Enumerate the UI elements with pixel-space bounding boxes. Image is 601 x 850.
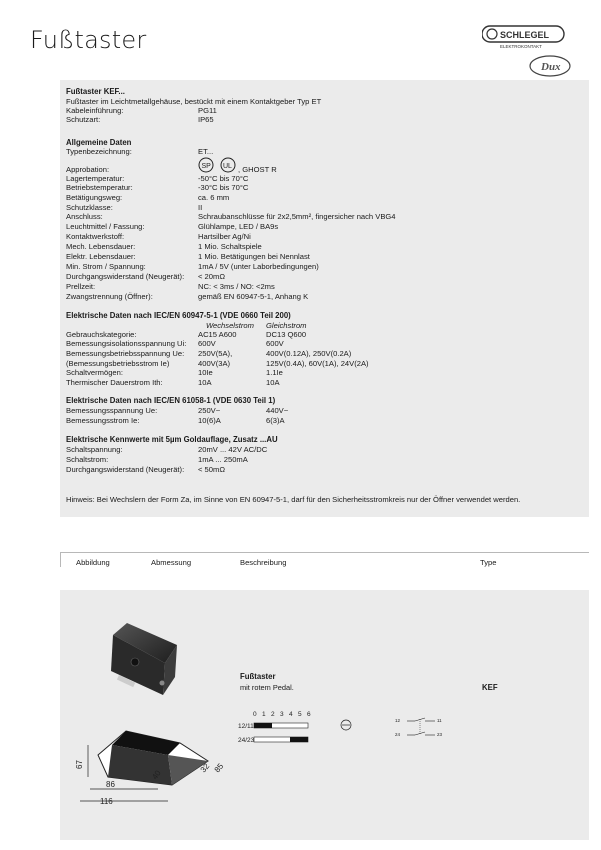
- svg-text:11: 11: [437, 718, 442, 723]
- spec-row: Durchgangswiderstand (Neugerät): < 50mΩ: [66, 465, 225, 474]
- svg-text:2: 2: [271, 711, 275, 718]
- spec-row: (Bemessungsbetriebsstrom Ie) 400V(3A) 125V(0.4A), 60V(1A), 24V(2A): [66, 359, 369, 368]
- svg-text:12: 12: [395, 718, 401, 723]
- col-abbildung: Abbildung: [76, 558, 110, 567]
- svg-text:23: 23: [437, 732, 443, 737]
- section1-intro: Fußtaster im Leichtmetallgehäuse, bestückt mit einem Kontaktgeber Typ ET: [66, 97, 322, 106]
- spec-row: Schaltspannung: 20mV ... 42V AC/DC: [66, 445, 268, 454]
- product-title: Fußtaster: [240, 672, 276, 681]
- product-type: KEF: [482, 683, 498, 692]
- svg-text:24/23: 24/23: [238, 737, 255, 744]
- svg-text:4: 4: [289, 711, 293, 718]
- col-beschreibung: Beschreibung: [240, 558, 287, 567]
- page-title: Fußtaster: [30, 26, 147, 54]
- svg-text:116: 116: [100, 797, 113, 806]
- spec-row: Mech. Lebensdauer: 1 Mio. Schaltspiele: [66, 242, 262, 251]
- approval-icons: [198, 156, 240, 176]
- section1-heading: Fußtaster KEF...: [66, 87, 125, 96]
- spec-row: Kabeleinführung: PG11: [66, 106, 217, 115]
- svg-text:ELEKTROKONTAKT: ELEKTROKONTAKT: [500, 44, 542, 49]
- spec-row: Elektr. Lebensdauer: 1 Mio. Betätigungen bei Nennlast: [66, 252, 310, 261]
- spec-row: Bemessungsstrom Ie: 10(6)A 6(3)A: [66, 416, 285, 425]
- svg-text:5: 5: [298, 711, 302, 718]
- spec-row: Betriebstemperatur: -30°C bis 70°C: [66, 183, 249, 192]
- svg-text:SCHLEGEL: SCHLEGEL: [500, 30, 550, 40]
- svg-text:85: 85: [212, 761, 226, 775]
- svg-text:0: 0: [253, 711, 257, 718]
- spec-row: Durchgangswiderstand (Neugerät): < 20mΩ: [66, 272, 225, 281]
- section3-heading: Elektrische Daten nach IEC/EN 60947-5-1 (VDE 0660 Teil 200): [66, 311, 291, 320]
- spec-row: Min. Strom / Spannung: 1mA / 5V (unter Laborbedingungen): [66, 262, 319, 271]
- spec-row: Betätigungsweg: ca. 6 mm: [66, 193, 230, 202]
- svg-text:86: 86: [106, 780, 115, 789]
- dimension-drawing: [68, 715, 228, 810]
- col-type: Type: [480, 558, 497, 567]
- svg-text:3: 3: [280, 711, 284, 718]
- spec-row: Bemessungsspannung Ue: 250V~ 440V~: [66, 406, 289, 415]
- svg-text:40: 40: [150, 768, 163, 782]
- spec-row: Schutzklasse: II: [66, 203, 203, 212]
- section4-heading: Elektrische Daten nach IEC/EN 61058-1 (VDE 0630 Teil 1): [66, 396, 276, 405]
- spec-row: Schaltvermögen: 10Ie 1.1Ie: [66, 368, 283, 377]
- spec-row: Schaltstrom: 1mA ... 250mA: [66, 455, 248, 464]
- switching-diagram: [238, 708, 358, 748]
- col-abmessung: Abmessung: [151, 558, 192, 567]
- spec-row: Schutzart: IP65: [66, 115, 214, 124]
- svg-text:32: 32: [198, 761, 212, 775]
- header-separator: [60, 552, 61, 567]
- spec-row: Thermischer Dauerstrom Ith: 10A 10A: [66, 378, 280, 387]
- spec-row: Anschluss: Schraubanschlüsse für 2x2,5mm², fingersicher nach VBG4: [66, 212, 396, 221]
- product-description: mit rotem Pedal.: [240, 683, 294, 692]
- spec-row: Leuchtmittel / Fassung: Glühlampe, LED / BA9s: [66, 222, 279, 231]
- svg-text:6: 6: [307, 711, 311, 718]
- spec-row: Bemessungsbetriebsspannung Ue: 250V(5A), 400V(0.12A), 250V(0.2A): [66, 349, 352, 358]
- spec-row: Lagertemperatur: -50°C bis 70°C: [66, 174, 249, 183]
- spec-row: Kontaktwerkstoff: Hartsilber Ag/Ni: [66, 232, 251, 241]
- spec-row: Zwangstrennung (Öffner): gemäß EN 60947-5-1, Anhang K: [66, 292, 309, 301]
- svg-text:Dux: Dux: [541, 61, 561, 73]
- brand-logo: [482, 24, 576, 78]
- svg-text:67: 67: [75, 760, 84, 769]
- section2-heading: Allgemeine Daten: [66, 138, 132, 147]
- spec-row: Typenbezeichnung: ET...: [66, 147, 214, 156]
- svg-text:24: 24: [395, 732, 401, 737]
- spec-row: Gebrauchskategorie: AC15 A600 DC13 Q600: [66, 330, 307, 339]
- svg-text:12/11: 12/11: [238, 723, 254, 730]
- svg-text:UL: UL: [223, 163, 232, 170]
- header-divider: [60, 552, 589, 553]
- spec-row: Approbation: SP UL , GHOST R: [66, 165, 109, 174]
- contact-schematic: [395, 716, 445, 740]
- svg-text:SP: SP: [201, 163, 211, 170]
- product-photo: [105, 615, 185, 705]
- spec-row: Prellzeit: NC: < 3ms / NO: <2ms: [66, 282, 275, 291]
- section5-heading: Elektrische Kennwerte mit 5µm Goldauflage, Zusatz ...AU: [66, 435, 278, 444]
- spec-row: Bemessungsisolationsspannung Ui: 600V 600V: [66, 339, 284, 348]
- svg-text:1: 1: [262, 711, 266, 718]
- hint-note: Hinweis: Bei Wechslern der Form Za, im Sinne von EN 60947-5-1, darf für den Sicherheitsstromkreis nur der Öffner verwendet werden.: [66, 495, 521, 504]
